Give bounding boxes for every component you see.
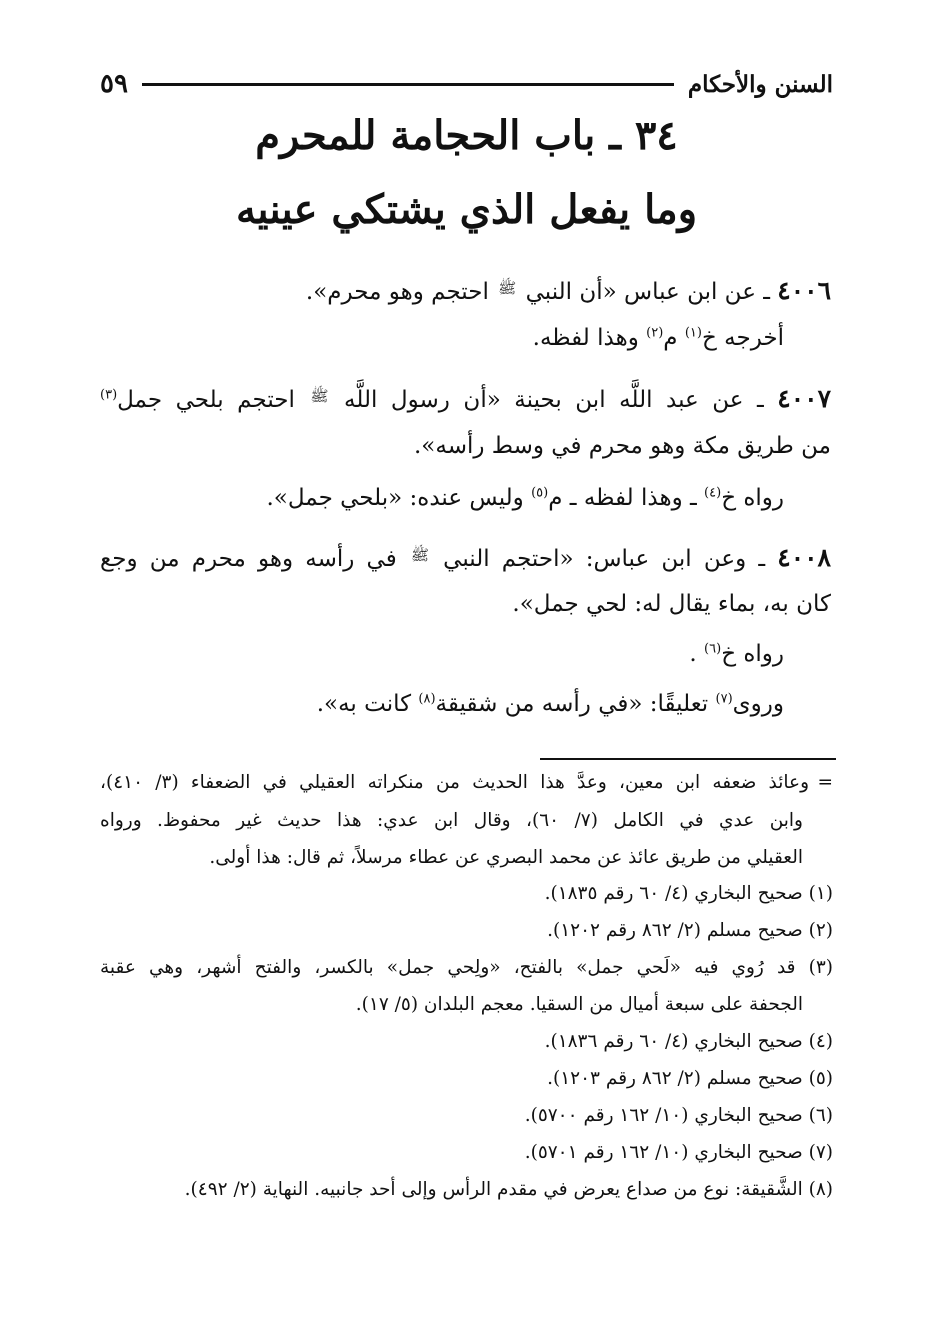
riwaya-text: . — [689, 641, 705, 667]
hadith-4008-riwaya — [689, 636, 784, 672]
hadith-4007-text — [100, 378, 831, 418]
taliq-text: تعليقًا: «في رأسه من شقيقة — [435, 691, 716, 717]
footnote-3-continued: الجحفة على سبعة أميال من السقيا. معجم البلدان (٥/ ١٧). — [355, 994, 803, 1015]
hadith-text: ـ وعن ابن عباس: «احتجم النبي — [431, 546, 778, 572]
footnote-1: (١) صحيح البخاري (٤/ ٦٠ رقم ١٨٣٥). — [544, 883, 833, 904]
footnote-separator — [540, 758, 836, 760]
takhrij-text: م — [663, 325, 685, 351]
footnote-ref-4: (٤) — [704, 485, 722, 501]
footnote-continuation-line: العقيلي من طريق عائذ عن محمد البصري عن عطاء مرسلاً، ثم قال: هذا أولى. — [209, 847, 803, 868]
chapter-title-line-2: وما يفعل الذي يشتكي عينيه — [235, 186, 698, 233]
header-rule — [142, 83, 674, 86]
takhrij-text: أخرجه خ — [701, 325, 784, 351]
running-header — [100, 62, 833, 106]
footnote-continuation-line: وابن عدي في الكامل (٧/ ٦٠)، وقال ابن عدي: هذا حديث غير محفوظ. ورواه — [100, 810, 803, 831]
hadith-4008-line-2: كان به، بماء يقال له: لحي جمل». — [512, 591, 831, 617]
continuation-mark: = — [817, 772, 833, 793]
footnote-ref-7: (٧) — [715, 691, 733, 707]
salutation-ligature: ﷺ — [410, 546, 429, 564]
taliq-text: كانت به». — [316, 691, 419, 717]
hadith-number: ٤٠٠٦ — [777, 276, 831, 305]
riwaya-text: رواه خ — [721, 641, 784, 667]
footnote-ref-8: (٨) — [418, 691, 436, 707]
hadith-4006-takhrij — [533, 320, 784, 356]
salutation-ligature: ﷺ — [310, 387, 329, 405]
footnote-text: وعائذ ضعفه ابن معين، وعدَّ هذا الحديث من منكراته العقيلي في الضعفاء (٣/ ٤١٠)، — [100, 772, 809, 793]
hadith-4008-text — [100, 537, 831, 577]
footnote-ref-5: (٥) — [531, 485, 549, 501]
takhrij-text: وهذا لفظه. — [532, 325, 647, 351]
footnote-6: (٦) صحيح البخاري (١٠/ ١٦٢ رقم ٥٧٠٠). — [524, 1105, 833, 1126]
hadith-text: ـ عن عبد اللَّه ابن بحينة «أن رسول اللَّه — [330, 387, 778, 413]
page-number: ٥٩ — [100, 69, 128, 99]
footnote-4: (٤) صحيح البخاري (٤/ ٦٠ رقم ١٨٣٦). — [544, 1031, 833, 1052]
footnote-5: (٥) صحيح مسلم (٢/ ٨٦٢ رقم ١٢٠٣). — [547, 1068, 833, 1089]
chapter-title-line-1: ٣٤ ـ باب الحجامة للمحرم — [255, 112, 678, 159]
riwaya-text: ـ وهذا لفظه ـ م — [548, 485, 705, 511]
running-title: السنن والأحكام — [687, 70, 833, 98]
hadith-number: ٤٠٠٨ — [777, 543, 831, 572]
riwaya-text: رواه خ — [721, 485, 784, 511]
footnote-ref-1: (١) — [684, 325, 702, 341]
footnote-3: (٣) قد رُوي فيه «لَحي جمل» بالفتح، «ولِحي جمل» بالكسر، والفتح أشهر، وهي عقبة — [100, 957, 833, 978]
hadith-4007-line-2: من طريق مكة وهو محرم في وسط رأسه». — [413, 433, 831, 459]
hadith-4007-riwaya — [267, 480, 785, 516]
footnote-7: (٧) صحيح البخاري (١٠/ ١٦٢ رقم ٥٧٠١). — [524, 1142, 833, 1163]
hadith-text: احتجم بلحي جمل — [117, 387, 309, 413]
footnote-ref-2: (٢) — [646, 325, 664, 341]
hadith-text: في رأسه وهو محرم من وجع — [100, 546, 409, 572]
footnote-continuation-line — [100, 768, 833, 798]
footnote-ref-3: (٣) — [100, 387, 118, 403]
hadith-4008-taliq — [317, 686, 784, 722]
footnote-8: (٨) الشَّقيقة: نوع من صداع يعرض في مقدم الرأس وإلى أحد جانبيه. النهاية (٢/ ٤٩٢). — [184, 1179, 833, 1200]
hadith-number: ٤٠٠٧ — [777, 384, 832, 413]
hadith-text: ـ عن ابن عباس «أن النبي — [518, 279, 778, 305]
hadith-text: احتجم وهو محرم». — [305, 279, 497, 305]
riwaya-text: وليس عنده: «بلحي جمل». — [266, 485, 532, 511]
salutation-ligature: ﷺ — [498, 279, 517, 297]
footnote-2: (٢) صحيح مسلم (٢/ ٨٦٢ رقم ١٢٠٢). — [547, 920, 833, 941]
taliq-text: وروى — [732, 691, 784, 717]
hadith-4006-text — [306, 270, 831, 310]
footnote-ref-6: (٦) — [704, 641, 722, 657]
